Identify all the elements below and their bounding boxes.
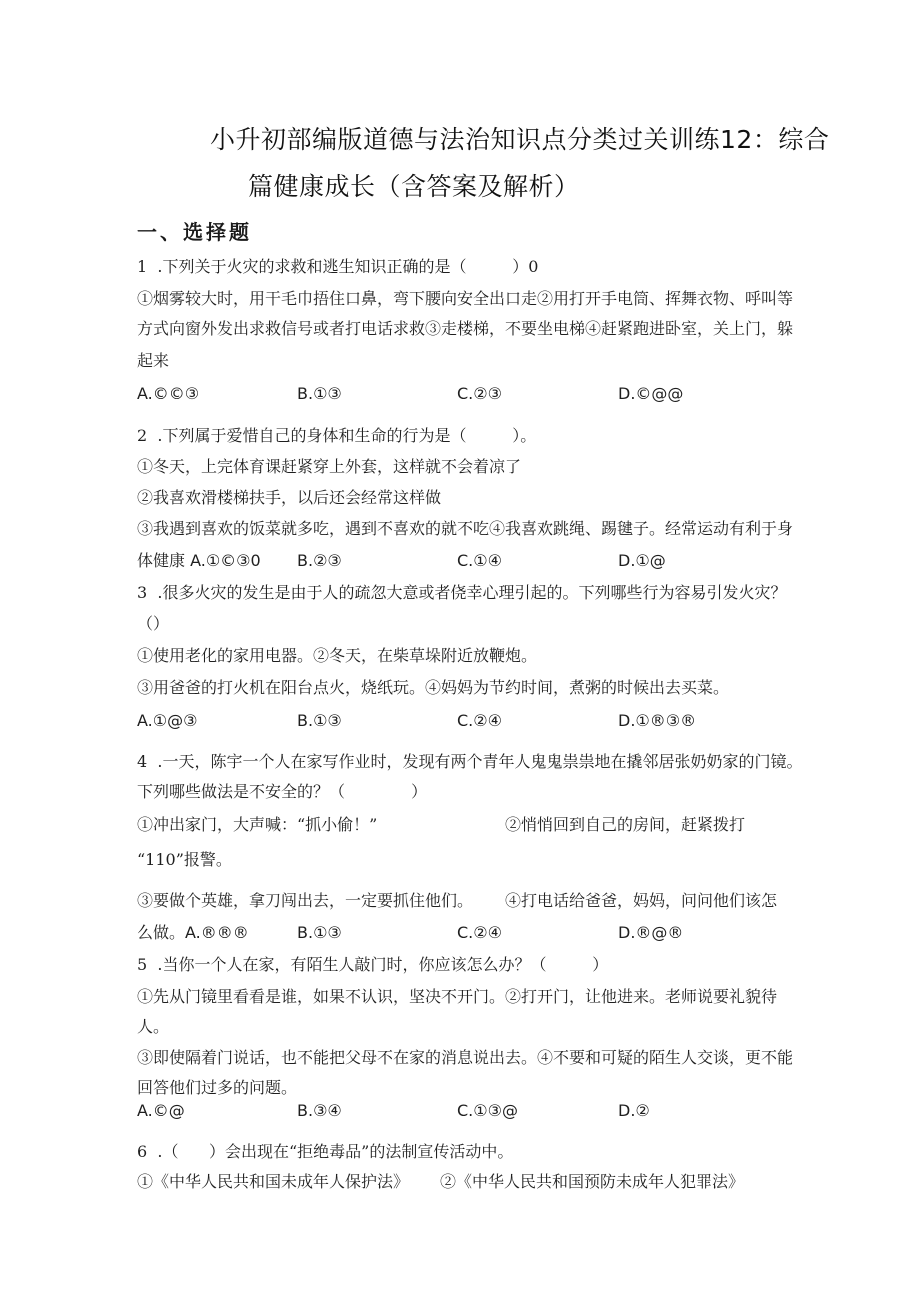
question-4-text: “110”报警。	[137, 850, 232, 869]
question-4-text: ④打电话给爸爸，妈妈，问问他们该怎	[505, 891, 778, 910]
question-2-text: ①冬天，上完体育课赶紧穿上外套，这样就不会着凉了	[137, 457, 522, 476]
question-5-text: 回答他们过多的问题。	[137, 1078, 298, 1097]
question-2-option-b: B.②③	[297, 551, 342, 570]
question-4-option-b: B.①③	[297, 923, 342, 942]
question-5-text: ③即使隔着门说话，也不能把父母不在家的消息说出去。④不要和可疑的陌生人交谈，更不能	[137, 1048, 794, 1067]
question-2-stem: 2 .下列属于爱惜自己的身体和生命的行为是（ ）。	[137, 426, 537, 445]
question-1-text: ①烟雾较大时，用干毛巾捂住口鼻，弯下腰向安全出口走②用打开手电筒、挥舞衣物、呼叫等	[137, 289, 794, 308]
question-4-option-a: 么做。A.®®®	[137, 923, 249, 942]
question-6-text: ②《中华人民共和国预防未成年人犯罪法》	[440, 1172, 745, 1191]
question-6-stem: 6 .（ ）会出现在“拒绝毒品”的法制宣传活动中。	[137, 1142, 514, 1161]
question-3-option-c: C.②④	[457, 711, 502, 730]
question-1-text: 方式向窗外发出求救信号或者打电话求救③走楼梯，不要坐电梯④赶紧跑进卧室，关上门，躲	[137, 319, 794, 338]
question-3-option-d: D.①®③®	[618, 711, 697, 730]
question-1-option-a: A.©©③	[137, 384, 200, 403]
question-2-option-d: D.①@	[618, 551, 666, 570]
question-5-option-d: D.②	[618, 1101, 650, 1120]
question-4-text: ①冲出家门，大声喊：“抓小偷！”	[137, 815, 378, 834]
question-5-option-b: B.③④	[297, 1101, 342, 1120]
question-3-text: ③用爸爸的打火机在阳台点火，烧纸玩。④妈妈为节约时间，煮粥的时候出去买菜。	[137, 678, 730, 697]
document-title-line-2: 篇健康成长（含答案及解析）	[248, 172, 580, 201]
question-5-text: 人。	[137, 1017, 170, 1036]
question-5-stem: 5 .当你一个人在家，有陌生人敲门时，你应该怎么办？（ ）	[137, 955, 609, 974]
question-3-text: ①使用老化的家用电器。②冬天，在柴草垛附近放鞭炮。	[137, 646, 538, 665]
section-heading: 一、选择题	[137, 220, 252, 244]
question-3-option-a: A.①@③	[137, 711, 198, 730]
question-6-text: ①《中华人民共和国未成年人保护法》	[137, 1172, 410, 1191]
question-4-option-c: C.②④	[457, 923, 502, 942]
question-1-text: 起来	[137, 351, 170, 370]
question-1-option-b: B.①③	[297, 384, 342, 403]
question-3-text: （）	[137, 614, 170, 633]
question-4-option-d: D.®@®	[618, 923, 684, 942]
document-title-line-1: 小升初部编版道德与法治知识点分类过关训练12：综合	[210, 125, 830, 154]
question-4-text: ②悄悄回到自己的房间，赶紧拨打	[505, 815, 746, 834]
question-3-stem: 3 .很多火灾的发生是由于人的疏忽大意或者侥幸心理引起的。下列哪些行为容易引发火灾？	[137, 583, 787, 602]
question-3-option-b: B.①③	[297, 711, 342, 730]
question-1-option-c: C.②③	[457, 384, 502, 403]
question-5-option-a: A.©@	[137, 1101, 185, 1120]
question-2-option-a: 体健康 A.①©③0	[137, 551, 261, 570]
question-2-option-c: C.①④	[457, 551, 502, 570]
question-1-stem: 1 .下列关于火灾的求救和逃生知识正确的是（ ）0	[137, 257, 539, 276]
question-2-text: ②我喜欢滑楼梯扶手，以后还会经常这样做	[137, 488, 442, 507]
question-4-text: ③要做个英雄，拿刀闯出去，一定要抓住他们。	[137, 891, 474, 910]
question-4-text: 下列哪些做法是不安全的？（ ）	[137, 782, 428, 801]
question-1-option-d: D.©@@	[618, 384, 684, 403]
question-2-text: ③我遇到喜欢的饭菜就多吃，遇到不喜欢的就不吃④我喜欢跳绳、踢毽子。经常运动有利于身	[137, 519, 794, 538]
question-5-option-c: C.①③@	[457, 1101, 518, 1120]
question-4-stem: 4 .一天，陈宇一个人在家写作业时，发现有两个青年人鬼鬼祟祟地在撬邻居张奶奶家的门镜。	[137, 752, 803, 771]
question-5-text: ①先从门镜里看看是谁，如果不认识，坚决不开门。②打开门，让他进来。老师说要礼貌待	[137, 987, 778, 1006]
